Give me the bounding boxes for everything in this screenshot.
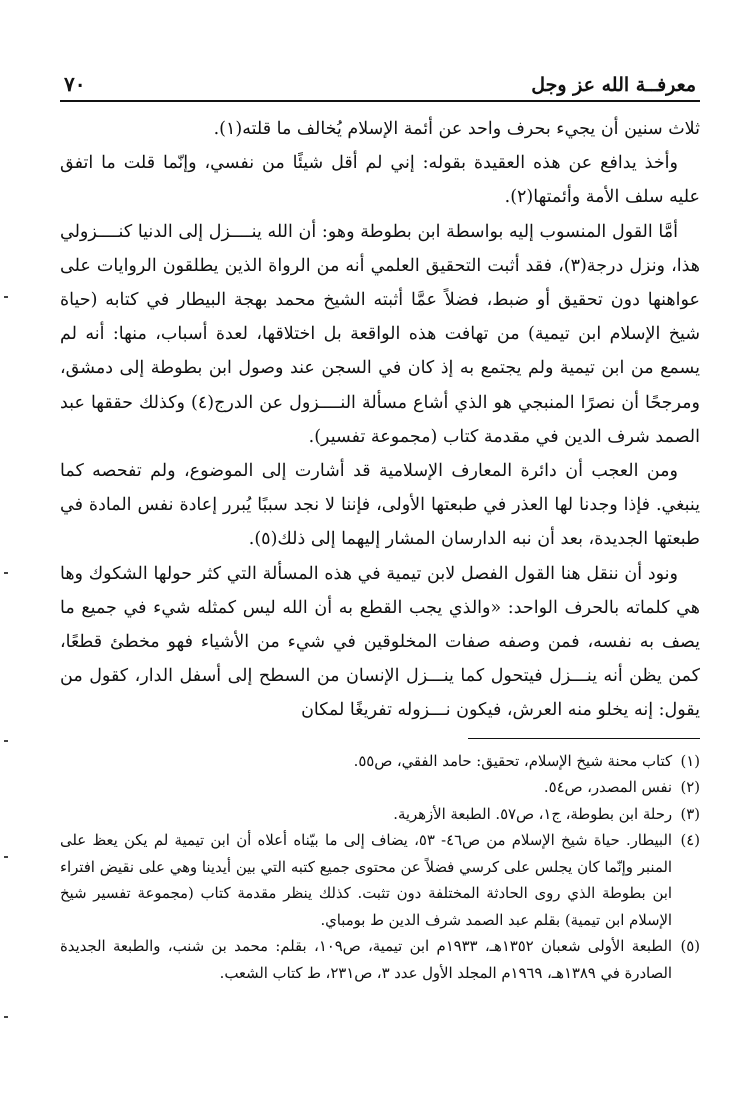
paragraph: أمَّا القول المنسوب إليه بواسطة ابن بطوطة وهو: أن الله ينــــزل إلى الدنيا كنــــزولي هذا، ونزل درجة(٣)، فقد أثبت التحقيق العلمي أنه من الرواة الذين يطلقون الروايات على عواهنها دون تحقيق أو ضبط، فضلاً عمَّا أثبته الشيخ محمد بهجة البيطار في كتابه (حياة شيخ الإسلام ابن تيمية) من تهافت هذه الواقعة بل اختلاقها، لعدة أسباب، منها: أنه لم يسمع من ابن تيمية ولم يجتمع به إذ كان في السجن عند وصول ابن بطوطة إلى دمشق، ومرجحًا أن نصرًا المنبجي هو الذي أشاع مسألة النــــزول عن الدرج(٤) وكذلك حققها عبد الصمد شرف الدين في مقدمة كتاب (مجموعة تفسير).	[60, 221, 701, 447]
book-page	[60, 68, 700, 1088]
footnote	[60, 775, 700, 802]
footnote	[60, 802, 700, 829]
scan-edge-mark	[4, 740, 8, 742]
main-text	[60, 112, 700, 728]
footnote	[60, 934, 700, 987]
footnote-separator	[468, 738, 700, 739]
footnotes	[60, 749, 700, 988]
scan-edge-mark	[4, 856, 8, 858]
footnote-number: (١)	[680, 752, 700, 770]
footnote-text: نفس المصدر، ص٥٤.	[543, 779, 672, 797]
footnote-text: البيطار. حياة شيخ الإسلام من ص٤٦- ٥٣، يضاف إلى ما بيّناه أعلاه أن ابن تيمية لم يكن يعظ على المنبر وإنّما كان يجلس على كرسي فضلاً عن محتوى جميع كتبه التي بين أيدينا وهي على نقيض افتراء ابن بطوطة الذي روى الحادثة المختلفة دون تثبت. كذلك ينظر مقدمة كتاب (مجموعة تفسير شيخ الإسلام ابن تيمية) بقلم عبد الصمد شرف الدين ط بومباي.	[60, 832, 672, 929]
paragraph: وأخذ يدافع عن هذه العقيدة بقوله: إني لم أقل شيئًا من نفسي، وإنّما قلت ما اتفق عليه سلف الأمة وأئمتها(٢).	[60, 153, 700, 208]
scan-edge-mark	[4, 572, 8, 574]
paragraph: ومن العجب أن دائرة المعارف الإسلامية قد أشارت إلى الموضوع، ولم تفحصه كما ينبغي. فإذا وجدنا لها العذر في طبعتها الأولى، فإننا لا نجد سببًا يُبرر إعادة نفس المادة في طبعتها الجديدة، بعد أن نبه الدارسان المشار إليهما إلى ذلك(٥).	[60, 461, 700, 550]
footnote	[60, 749, 700, 776]
footnote-number: (٢)	[680, 779, 700, 797]
paragraph: ونود أن ننقل هنا القول الفصل لابن تيمية في هذه المسألة التي كثر حولها الشكوك وها هي كلماته بالحرف الواحد: «والذي يجب القطع به أن الله ليس كمثله شيء في جميع ما يصف به نفسه، فمن وصفه صفات المخلوقين في شيء من الأشياء فهو مخطئ قطعًا، كمن يظن أنه ينـــزل فيتحول كما ينـــزل الإنسان من السطح إلى أسفل الدار، كقول من يقول: إنه يخلو منه العرش، فيكون نـــزوله تفريغًا لمكان	[60, 563, 700, 721]
scan-edge-mark	[4, 296, 8, 298]
running-title: معرفــة الله عز وجل	[531, 74, 696, 96]
footnote-text: كتاب محنة شيخ الإسلام، تحقيق: حامد الفقي، ص٥٥.	[353, 752, 672, 770]
footnote-text: رحلة ابن بطوطة، ج١، ص٥٧. الطبعة الأزهرية.	[393, 805, 672, 823]
page-number: ٧٠	[64, 72, 86, 96]
footnote-number: (٣)	[680, 805, 700, 823]
footnote-text: الطبعة الأولى شعبان ١٣٥٢هـ، ١٩٣٣م ابن تيمية، ص١٠٩، بقلم: محمد بن شنب، والطبعة الجديدة الصادرة في ١٣٨٩هـ، ١٩٦٩م المجلد الأول عدد ٣، ص٢٣١، ط كتاب الشعب.	[60, 938, 672, 982]
footnote-number: (٤)	[680, 832, 700, 850]
page-header	[60, 68, 700, 102]
footnote-number: (٥)	[680, 938, 700, 956]
paragraph: ثلاث سنين أن يجيء بحرف واحد عن أئمة الإسلام يُخالف ما قلته(١).	[213, 119, 700, 139]
footnote	[60, 828, 700, 934]
scan-edge-mark	[4, 1016, 8, 1018]
